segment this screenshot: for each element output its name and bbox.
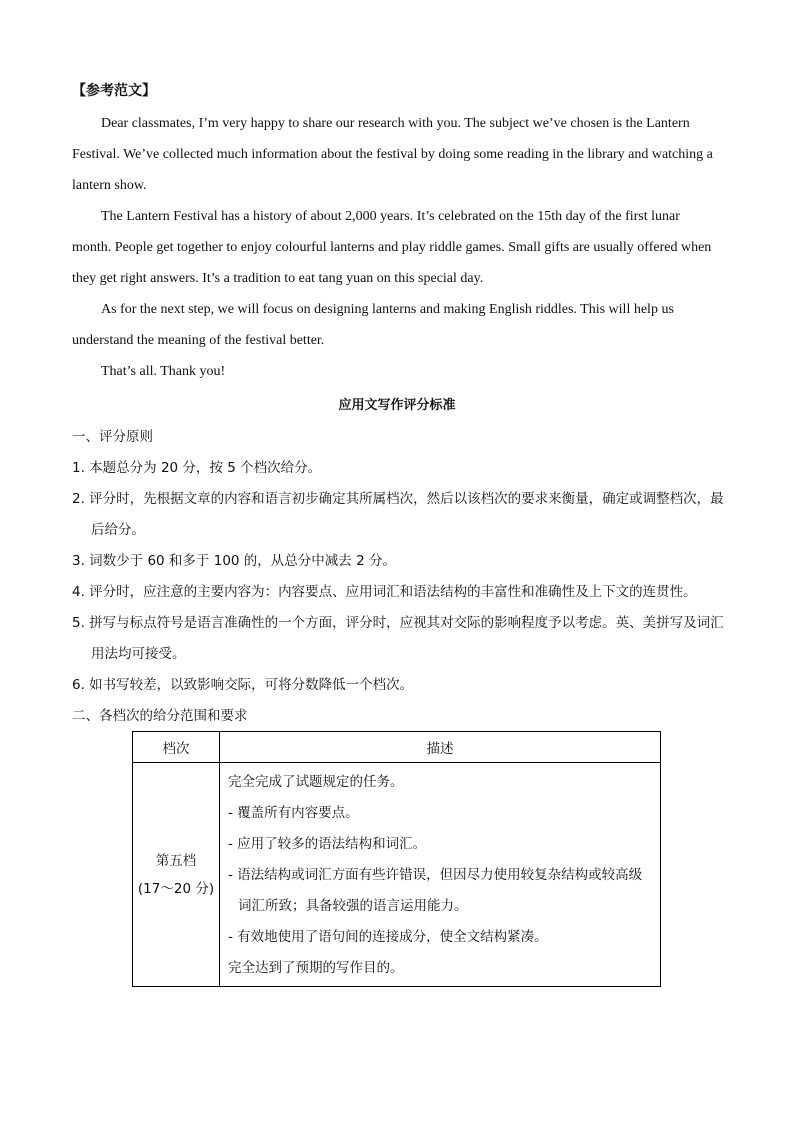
- criteria-item: 3. 词数少于 60 和多于 100 的，从总分中减去 2 分。: [72, 553, 396, 569]
- description-bullet: - 语法结构或词汇方面有些许错误，但因尽力使用较复杂结构或较高级词汇所致；具备较强的语言运用能力。: [228, 867, 643, 914]
- description-bullet: - 应用了较多的语法结构和词汇。: [228, 836, 427, 852]
- reference-essay: [72, 108, 722, 387]
- description-bullet: - 有效地使用了语句间的连接成分，使全文结构紧凑。: [228, 929, 548, 945]
- criteria-body: [72, 422, 728, 732]
- section-title: 二、各档次的给分范围和要求: [72, 708, 248, 724]
- table-header-row: [133, 732, 661, 763]
- level-range: (17～20 分): [137, 880, 215, 897]
- description-cell: [220, 763, 661, 987]
- table-row: [133, 763, 661, 987]
- grading-table: [132, 731, 661, 987]
- criteria-title: 应用文写作评分标准: [338, 398, 456, 413]
- criteria-item: 5. 拼写与标点符号是语言准确性的一个方面，评分时，应视其对交际的影响程度予以考虑。英、美拼写及词汇用法均可接受。: [72, 615, 724, 662]
- criteria-item: 6. 如书写较差，以致影响交际，可将分数降低一个档次。: [72, 677, 414, 693]
- criteria-item: 1. 本题总分为 20 分，按 5 个档次给分。: [72, 460, 322, 476]
- level-name: 第五档: [155, 852, 197, 869]
- description-bullet: - 覆盖所有内容要点。: [228, 805, 359, 821]
- essay-paragraph: Dear classmates, I’m very happy to share our research with you. The subject we’ve chosen is the Lantern Festival. We’ve collected much information about the festival by doing some reading in the library and watching a lantern show.: [72, 116, 713, 193]
- table-header-description: 描述: [220, 732, 661, 763]
- description-outro: 完全达到了预期的写作目的。: [228, 960, 404, 976]
- criteria-item: 2. 评分时，先根据文章的内容和语言初步确定其所属档次，然后以该档次的要求来衡量，确定或调整档次，最后给分。: [72, 491, 724, 538]
- reference-heading: 【参考范文】: [72, 83, 156, 99]
- description-intro: 完全完成了试题规定的任务。: [228, 774, 404, 790]
- table-header-level: 档次: [133, 732, 220, 763]
- essay-paragraph: As for the next step, we will focus on designing lanterns and making English riddles. This will help us understand the meaning of the festival better.: [72, 302, 674, 348]
- level-cell: [133, 763, 220, 987]
- essay-paragraph: That’s all. Thank you!: [101, 364, 226, 379]
- criteria-item: 4. 评分时，应注意的主要内容为：内容要点、应用词汇和语法结构的丰富性和准确性及上下文的连贯性。: [72, 584, 697, 600]
- essay-paragraph: The Lantern Festival has a history of about 2,000 years. It’s celebrated on the 15th day of the first lunar month. People get together to enjoy colourful lanterns and play riddle games. Small gifts are usually offered when they get right answers. It’s a tradition to eat tang yuan on this special day.: [72, 209, 712, 286]
- section-title: 一、评分原则: [72, 429, 153, 445]
